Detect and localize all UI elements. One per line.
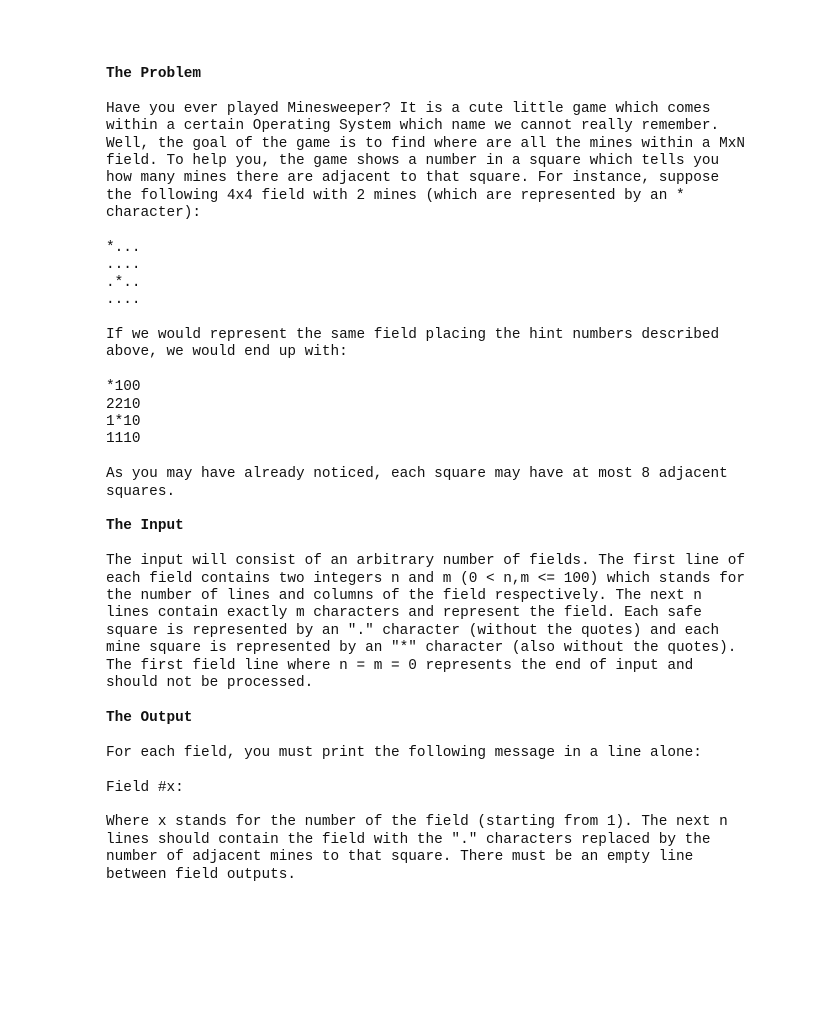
input-heading: The Input — [106, 518, 184, 535]
spacer — [106, 362, 806, 379]
document-page — [106, 66, 806, 884]
field-example: *... .... .*.. .... — [106, 240, 141, 309]
input-body: The input will consist of an arbitrary number of fields. The first line of each field contains two integers n and m (0 < n,m <= 100) which stands for the number of lines and columns of the field respectively. The next n lines contain exactly m characters and represent the field. Each safe square is represented by an "." character (without the quotes) and each mine square is represented by an "*" character (also without the quotes). The first field line where n = m = 0 represents the end of input and should not be processed. — [106, 553, 746, 692]
spacer — [106, 797, 806, 814]
hint-example: *100 2210 1*10 1110 — [106, 379, 141, 448]
output-body: For each field, you must print the following message in a line alone: — [106, 744, 702, 761]
adjacency-note: As you may have already noticed, each square may have at most 8 adjacent squares. — [106, 466, 728, 500]
spacer — [106, 727, 806, 744]
spacer — [106, 310, 806, 327]
spacer — [106, 83, 806, 100]
spacer — [106, 762, 806, 779]
problem-intro: Have you ever played Minesweeper? It is a cute little game which comes within a certain Operating System which name we cannot really remember. Well, the goal of the game is to find where are all the mines within a MxN field. To help you, the game shows a number in a square which tells you how many mines there are adjacent to that square. For instance, suppose the following 4x4 field with 2 mines (which are represented by an * character): — [106, 100, 746, 222]
output-details: Where x stands for the number of the field (starting from 1). The next n lines should contain the field with the "." characters replaced by the number of adjacent mines to that square. There must be an empty line between field outputs. — [106, 814, 728, 883]
spacer — [106, 449, 806, 466]
spacer — [106, 501, 806, 518]
spacer — [106, 693, 806, 710]
output-format-line: Field #x: — [106, 779, 184, 796]
spacer — [106, 536, 806, 553]
hint-text: If we would represent the same field placing the hint numbers described above, we would end up with: — [106, 327, 720, 361]
output-heading: The Output — [106, 709, 193, 726]
spacer — [106, 223, 806, 240]
problem-heading: The Problem — [106, 66, 201, 82]
